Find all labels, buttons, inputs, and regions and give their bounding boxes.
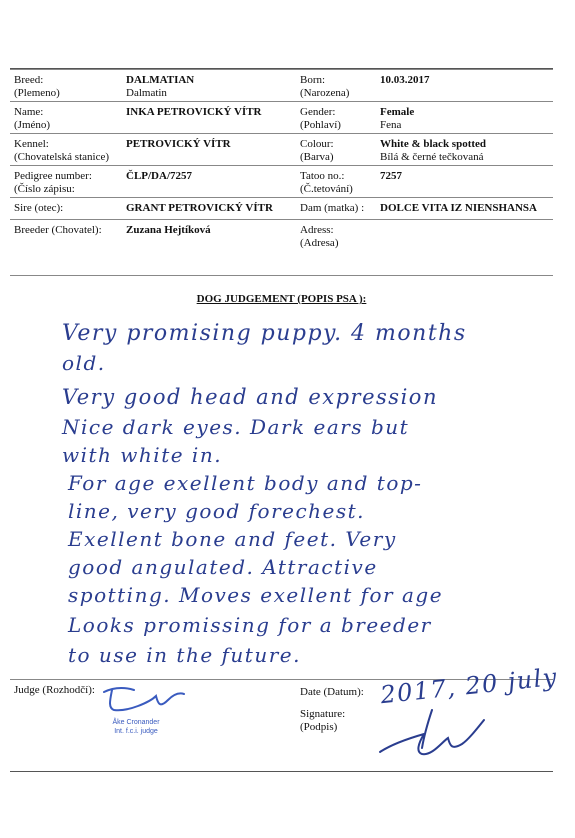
gender-label: Gender: (Pohlaví) xyxy=(300,106,341,131)
dam-label: Dam (matka) : xyxy=(300,202,365,214)
stamp-name: Åke Cronander xyxy=(112,719,160,726)
breeder-label: Breeder (Chovatel): xyxy=(14,224,102,236)
colour-value: White & black spotted Bílá & černé tečkovaná xyxy=(380,138,487,163)
judgement-line: with white in. xyxy=(62,443,223,467)
signature-label: Signature: (Podpis) xyxy=(300,708,346,733)
row-kennel xyxy=(10,133,553,166)
judgement-line: old. xyxy=(62,351,106,375)
row-parents xyxy=(10,197,553,220)
kennel-label: Kennel: (Chovatelská stanice) xyxy=(14,138,109,163)
breed-label: Breed: (Plemeno) xyxy=(14,74,60,99)
row-pedigree xyxy=(10,165,553,198)
kennel-value: PETROVICKÝ VÍTR xyxy=(126,138,231,150)
adress-label: Adress: (Adresa) xyxy=(300,224,339,249)
judgement-line: line, very good forechest. xyxy=(68,499,366,523)
sire-value: GRANT PETROVICKÝ VÍTR xyxy=(126,202,273,214)
row-breed xyxy=(10,69,553,102)
judgement-line: spotting. Moves exellent for age xyxy=(68,583,444,607)
breeder-value: Zuzana Hejtíková xyxy=(126,224,211,236)
judgement-line: Exellent bone and feet. Very xyxy=(68,527,397,551)
date-label: Date (Datum): xyxy=(300,686,364,698)
judgement-line: to use in the future. xyxy=(68,643,301,667)
colour-label: Colour: (Barva) xyxy=(300,138,334,163)
judge-stamp xyxy=(98,682,188,744)
judgement-line: For age exellent body and top- xyxy=(68,471,423,495)
footer-section xyxy=(10,662,560,772)
gender-value: Female Fena xyxy=(380,106,415,131)
signature-icon xyxy=(372,700,522,760)
tatoo-label: Tatoo no.: (Č.tetování) xyxy=(300,170,353,195)
dam-value: DOLCE VITA IZ NIENSHANSA xyxy=(380,202,537,214)
judgement-line: Nice dark eyes. Dark ears but xyxy=(62,415,410,439)
judgement-line: Very good head and expression xyxy=(62,385,438,409)
judgement-line: Very promising puppy. 4 months xyxy=(62,321,467,346)
row-name xyxy=(10,101,553,134)
judge-signature-icon xyxy=(98,682,188,718)
judgement-line: good angulated. Attractive xyxy=(68,555,378,579)
date-value: 2017, 20 july xyxy=(379,662,560,710)
sire-label: Sire (otec): xyxy=(14,202,64,214)
form-frame xyxy=(10,68,560,772)
judgement-title: DOG JUDGEMENT (POPIS PSA ): xyxy=(196,293,367,305)
row-breeder xyxy=(10,219,553,276)
born-value: 10.03.2017 xyxy=(380,74,430,86)
signature xyxy=(372,700,522,760)
breed-value: DALMATIAN Dalmatin xyxy=(126,74,195,99)
born-label: Born: (Narozena) xyxy=(300,74,350,99)
name-label: Name: (Jméno) xyxy=(14,106,51,131)
stamp-title: Int. f.c.i. judge xyxy=(114,728,158,735)
pedigree-label: Pedigree number: (Číslo zápisu: xyxy=(14,170,92,195)
name-value: INKA PETROVICKÝ VÍTR xyxy=(126,106,262,118)
tatoo-value: 7257 xyxy=(380,170,402,182)
judge-label: Judge (Rozhodčí): xyxy=(14,684,95,696)
judgement-line: Looks promissing for a breeder xyxy=(68,613,432,637)
pedigree-value: ČLP/DA/7257 xyxy=(126,170,192,182)
